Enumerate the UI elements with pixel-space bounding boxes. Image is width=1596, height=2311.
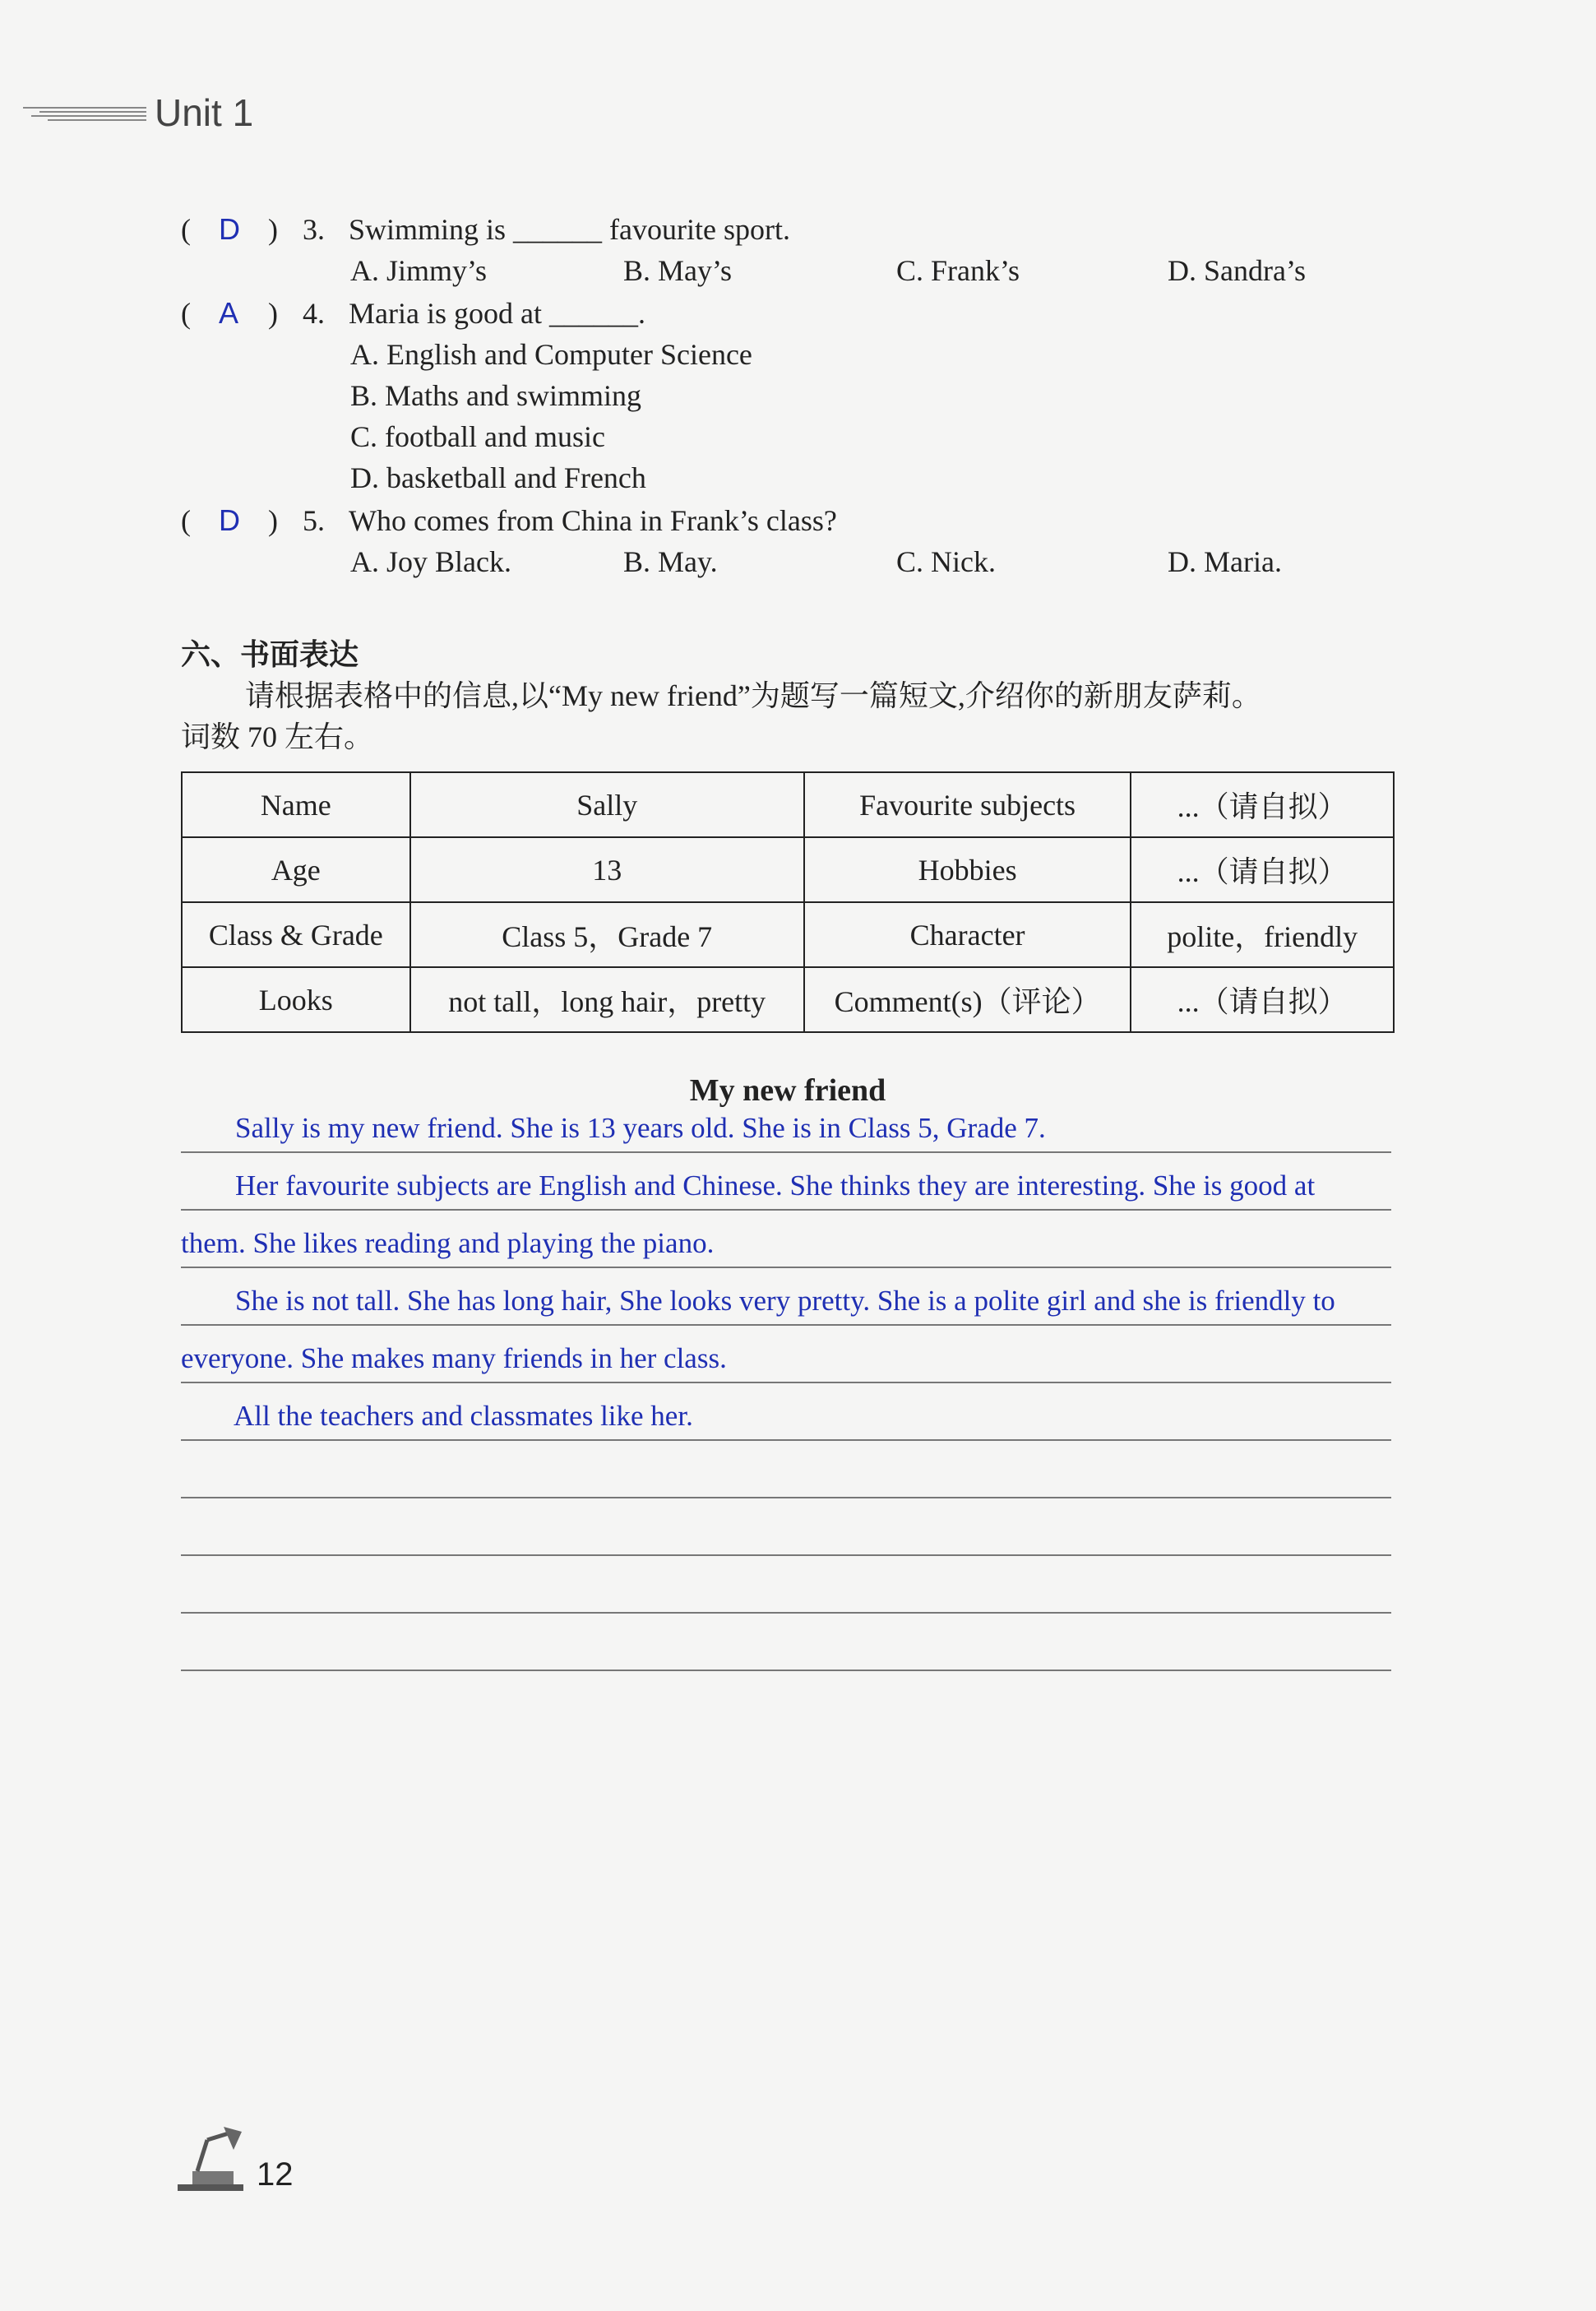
instruction-line-1: 请根据表格中的信息,以“My new friend”为题写一篇短文,介绍你的新朋友萨莉。 <box>245 679 1261 712</box>
option-d: D. basketball and French <box>350 461 646 494</box>
header-stripes-decoration <box>23 105 146 123</box>
table-row <box>182 967 1394 1032</box>
writing-rule <box>181 1382 1391 1383</box>
table-cell: ...（请自拟） <box>1131 967 1394 1032</box>
answer-3: D <box>219 212 240 246</box>
unit-title: Unit 1 <box>155 91 254 134</box>
page-number: 12 <box>257 2156 294 2193</box>
answer-paren-left: ( <box>181 504 191 537</box>
writing-rule <box>181 1324 1391 1326</box>
option-b: B. May. <box>623 545 718 578</box>
info-table <box>181 771 1395 1033</box>
writing-rule <box>181 1497 1391 1498</box>
essay-line: She is not tall. She has long hair, She looks very pretty. She is a polite girl and she is friendly to <box>235 1285 1335 1317</box>
table-cell: 13 <box>410 837 804 902</box>
option-c: C. football and music <box>350 420 605 453</box>
table-cell: Hobbies <box>804 837 1131 902</box>
table-cell: ...（请自拟） <box>1131 837 1394 902</box>
writing-rule <box>181 1209 1391 1211</box>
answer-paren-right: ) <box>268 297 278 330</box>
question-text: Maria is good at ______. <box>349 297 645 330</box>
option-b: B. May’s <box>623 254 733 287</box>
question-number: 4. <box>303 297 325 330</box>
essay-line: Her favourite subjects are English and Chinese. She thinks they are interesting. She is good at <box>235 1169 1316 1202</box>
question-number: 5. <box>303 504 325 537</box>
table-cell: not tall，long hair，pretty <box>410 967 804 1032</box>
writing-rule <box>181 1670 1391 1671</box>
table-row <box>182 772 1394 837</box>
table-row <box>182 837 1394 902</box>
table-cell: polite，friendly <box>1131 902 1394 967</box>
table-cell: Class 5，Grade 7 <box>410 902 804 967</box>
question-number: 3. <box>303 213 325 246</box>
instruction-line-2: 词数 70 左右。 <box>181 720 374 753</box>
writing-rule <box>181 1612 1391 1614</box>
option-a: A. Jimmy’s <box>350 254 488 287</box>
answer-paren-left: ( <box>181 213 191 246</box>
option-d: D. Maria. <box>1168 545 1282 578</box>
option-a: A. English and Computer Science <box>350 338 752 371</box>
table-cell: Looks <box>182 967 410 1032</box>
writing-rule <box>181 1267 1391 1268</box>
table-cell: Class & Grade <box>182 902 410 967</box>
answer-paren-left: ( <box>181 297 191 330</box>
lamp-icon <box>174 2122 248 2196</box>
writing-rule <box>181 1439 1391 1441</box>
essay-line: everyone. She makes many friends in her class. <box>181 1342 727 1374</box>
table-cell: Age <box>182 837 410 902</box>
writing-rule <box>181 1554 1391 1556</box>
essay-line: Sally is my new friend. She is 13 years old. She is in Class 5, Grade 7. <box>235 1112 1046 1144</box>
table-cell: Sally <box>410 772 804 837</box>
table-cell: ...（请自拟） <box>1131 772 1394 837</box>
essay-title: My new friend <box>689 1073 886 1108</box>
option-c: C. Nick. <box>896 545 996 578</box>
essay-line: them. She likes reading and playing the piano. <box>181 1227 715 1259</box>
essay-line: All the teachers and classmates like her. <box>234 1400 693 1432</box>
answer-paren-right: ) <box>268 504 278 537</box>
table-cell: Character <box>804 902 1131 967</box>
answer-paren-right: ) <box>268 213 278 246</box>
option-d: D. Sandra’s <box>1168 254 1306 287</box>
table-row <box>182 902 1394 967</box>
answer-5: D <box>219 503 240 537</box>
table-cell: Comment(s)（评论） <box>804 967 1131 1032</box>
section-title: 六、书面表达 <box>181 638 359 672</box>
table-cell: Favourite subjects <box>804 772 1131 837</box>
option-b: B. Maths and swimming <box>350 379 642 412</box>
question-text: Swimming is ______ favourite sport. <box>349 213 790 246</box>
question-text: Who comes from China in Frank’s class? <box>349 504 837 537</box>
table-cell: Name <box>182 772 410 837</box>
option-a: A. Joy Black. <box>350 545 511 578</box>
option-c: C. Frank’s <box>896 254 1020 287</box>
answer-4: A <box>219 296 239 330</box>
writing-rule <box>181 1151 1391 1153</box>
